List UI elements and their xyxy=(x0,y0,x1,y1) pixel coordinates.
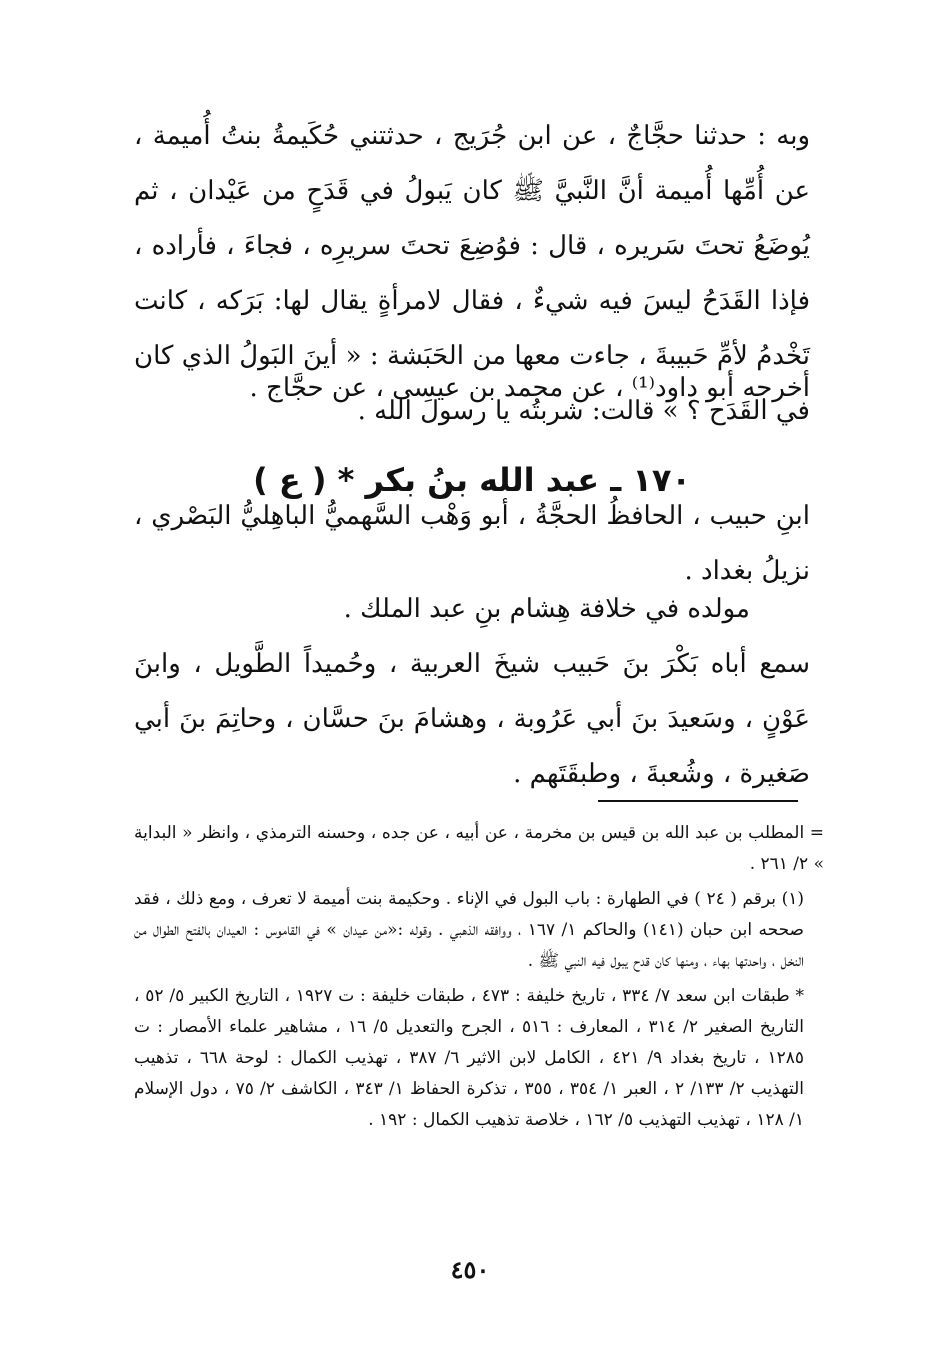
page-number: ٤٥٠ xyxy=(450,1255,490,1284)
hadith-paragraph: وبه : حدثنا حجَّاجٌ ، عن ابن جُرَيج ، حدثتني حُكَيمةُ بنتُ أُميمة ، عن أُمِّها أُميمة أنَّ النَّبيَّ ﷺ كان يَبولُ في قَدَحٍ من عَيْدان ، ثم يُوضَعُ تحتَ سَريره ، قال : فوُضِعَ تحتَ سريرِه ، فجاءَ ، فأراده ، فإذا القَدَحُ ليسَ فيه شيءٌ ، فقال لامرأةٍ يقال لها: بَرَكه ، كانت تَخْدمُ لأمِّ حَبيبةَ ، جاءت معها من الحَبَشة : « أينَ البَولُ الذي كان في القَدَح ؟ » قالت: شربتُه يا رسولَ الله . xyxy=(134,121,810,426)
footnote-1: (١) برقم ( ٢٤ ) في الطهارة : باب البول في الإناء . وحكيمة بنت أميمة لا تعرف ، ومع ذلك ، فقد صححه ابن حبان (١٤١) والحاكم ١/ ١٦٧ ، ووافقه الذهبي . وقوله :«من عيدان » في القاموس : العيدان بالفتح الطوال من النخل ، واحدتها بهاء ، ومنها كان قدح يبول فيه النبي ﷺ . xyxy=(134,889,804,971)
teachers-paragraph: سمع أباه بَكْرَ بنَ حَبيب شيخَ العربية ، وحُميداً الطَّويل ، وابنَ عَوْنٍ ، وسَعيدَ بنَ أبي عَرُوبة ، وهشامَ بنَ حسَّان ، وحاتِمَ بنَ أبي صَغيرة ، وشُعبةَ ، وطبقَتَهم . xyxy=(134,649,810,789)
footnote-sources: * طبقات ابن سعد ٧/ ٣٣٤ ، تاريخ خليفة : ٤٧٣ ، طبقات خليفة : ت ١٩٢٧ ، التاريخ الكبير ٥/ ٥٢ ، التاريخ الصغير ٢/ ٣١٤ ، المعارف : ٥١٦ ، الجرح والتعديل ٥/ ١٦ ، مشاهير علماء الأمصار : ت ١٢٨٥ ، تاريخ بغداد ٩/ ٤٢١ ، الكامل لابن الاثير ٦/ ٣٨٧ ، تهذيب الكمال : لوحة ٦٦٨ ، تذهيب التهذيب ٢/ ١٣٣/ ٢ ، العبر ١/ ٣٥٤ ، ٣٥٥ ، تذكرة الحفاظ ١/ ٣٤٣ ، الكاشف ٢/ ٧٥ ، دول الإسلام ١/ ١٢٨ ، تهذيب التهذيب ٥/ ١٦٢ ، خلاصة تذهيب الكمال : ١٩٢ . xyxy=(134,986,805,1130)
footnote-separator xyxy=(598,800,798,802)
lineage-paragraph: ابنِ حبيب ، الحافظُ الحجَّةُ ، أبو وَهْب السَّهميُّ الباهِليُّ البَصْري ، نزيلُ بغداد . xyxy=(134,501,810,586)
footnote-continuation: = المطلب بن عبد الله بن قيس بن مخرمة ، عن أبيه ، عن جده ، وحسنه الترمذي ، وانظر « البداية » ٢/ ٢٦١ . xyxy=(134,823,824,874)
biography-heading: ١٧٠ ـ عبد الله بنُ بكر * ( ع ) xyxy=(253,460,691,499)
footnotes-section xyxy=(134,818,824,1140)
takhrij-paragraph: أخرجه أبو داود⁽¹⁾ ، عن محمد بن عيسى ، عن حجَّاج . xyxy=(249,373,810,403)
birth-paragraph: مولده في خلافة هِشام بنِ عبد الملك . xyxy=(343,594,750,624)
